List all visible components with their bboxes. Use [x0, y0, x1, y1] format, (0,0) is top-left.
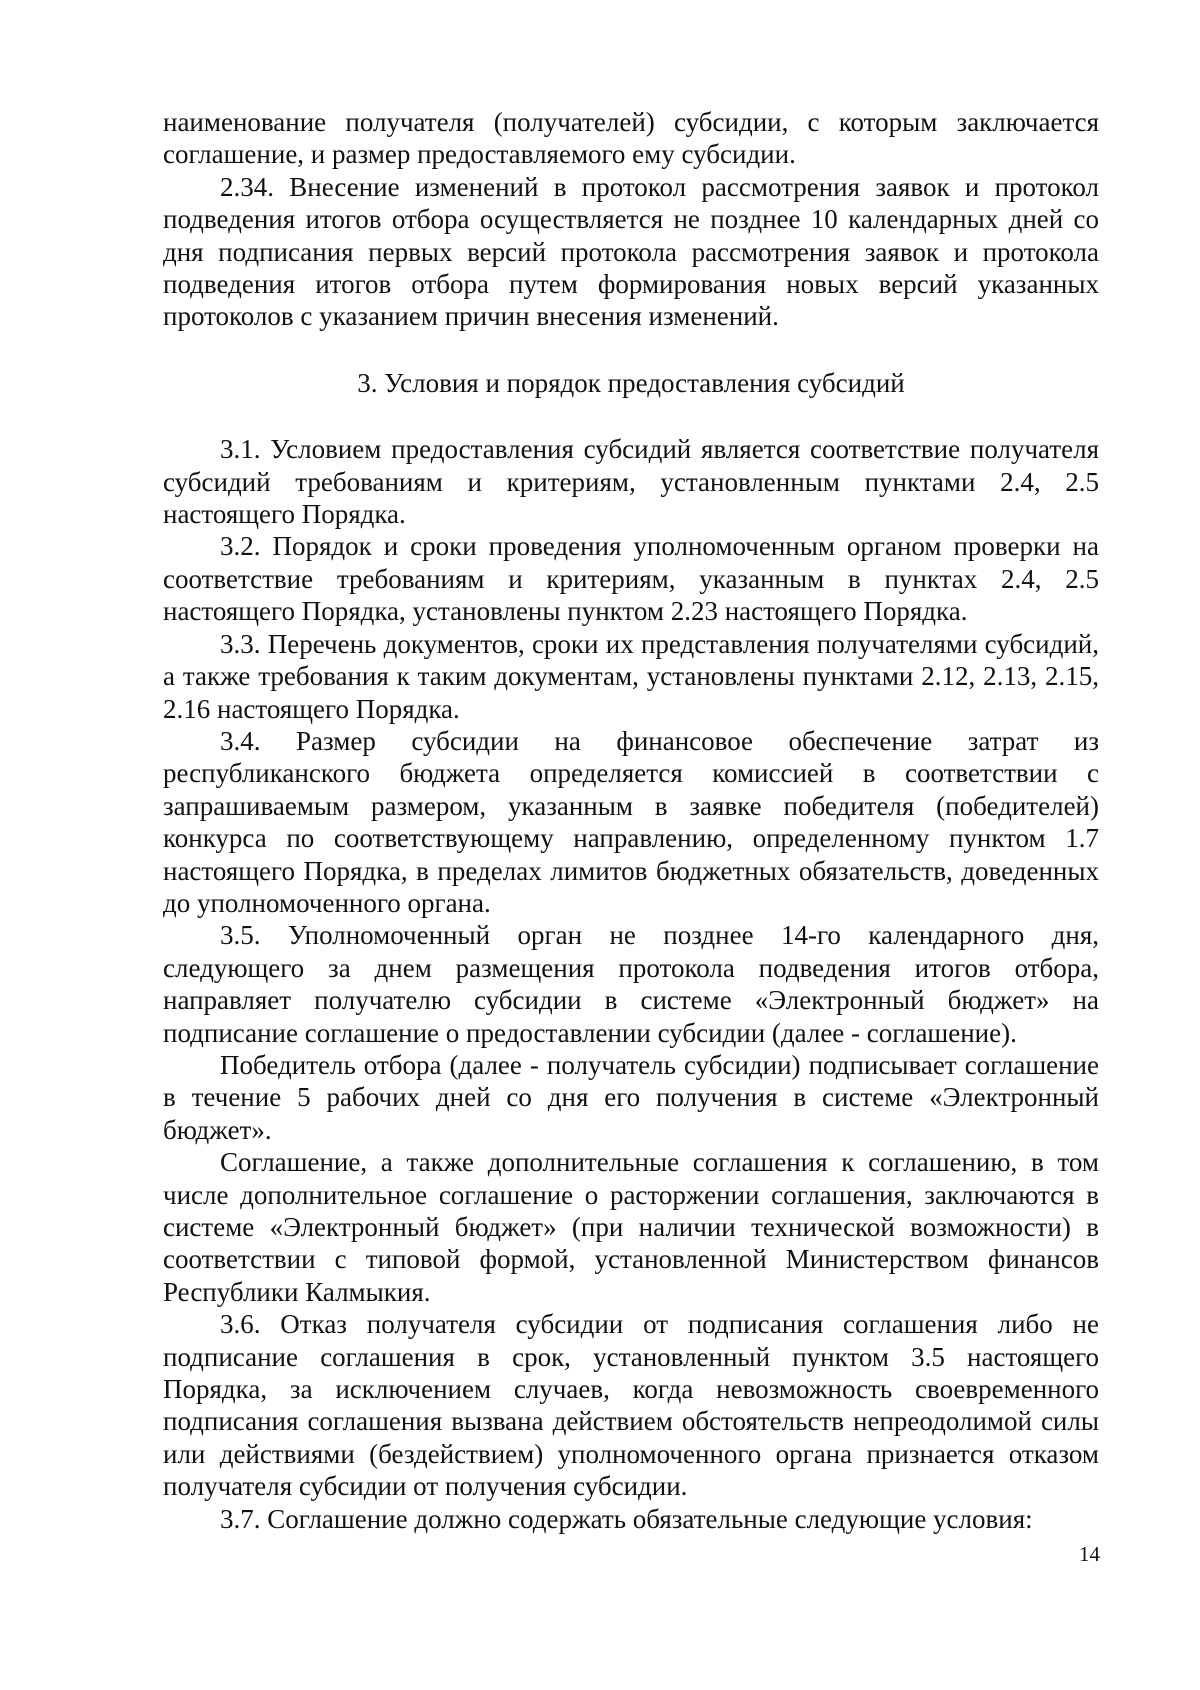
paragraph-3-6: 3.6. Отказ получателя субсидии от подписания соглашения либо не подписание соглашения в срок, установленный пунктом 3.5 настоящего Порядка, за исключением случаев, когда невозможность своевременного подписания соглашения вызвана действием обстоятельств непреодолимой силы или действиями (бездействием) уполномоченного органа признается отказом получателя субсидии от получения субсидии.: [163, 1309, 1099, 1502]
paragraph-continuation: наименование получателя (получателей) субсидии, с которым заключается соглашение, и размер предоставляемого ему субсидии.: [163, 107, 1099, 170]
paragraph-3-2: 3.2. Порядок и сроки проведения уполномоченным органом проверки на соответствие требованиям и критериям, указанным в пунктах 2.4, 2.5 настоящего Порядка, установлены пунктом 2.23 настоящего Порядка.: [163, 531, 1099, 627]
document-page: [163, 106, 1099, 1535]
page-number: 14: [1079, 1542, 1100, 1566]
paragraph-3-4: 3.4. Размер субсидии на финансовое обеспечение затрат из республиканского бюджета определяется комиссией в соответствии с запрашиваемым размером, указанным в заявке победителя (победителей) конкурса по соответствующему направлению, определенному пунктом 1.7 настоящего Порядка, в пределах лимитов бюджетных обязательств, доведенных до уполномоченного органа.: [163, 725, 1099, 918]
paragraph-3-7: 3.7. Соглашение должно содержать обязательные следующие условия:: [220, 1503, 1033, 1534]
paragraph-3-5: 3.5. Уполномоченный орган не позднее 14-го календарного дня, следующего за днем размещения протокола подведения итогов отбора, направляет получателю субсидии в системе «Электронный бюджет» на подписание соглашение о предоставлении субсидии (далее - соглашение).: [163, 920, 1099, 1048]
paragraph-3-3: 3.3. Перечень документов, сроки их представления получателями субсидий, а также требования к таким документам, установлены пунктами 2.12, 2.13, 2.15, 2.16 настоящего Порядка.: [163, 628, 1099, 724]
paragraph-3-1: 3.1. Условием предоставления субсидий является соответствие получателя субсидий требованиям и критериям, установленным пунктами 2.4, 2.5 настоящего Порядка.: [163, 434, 1099, 530]
paragraph-2-34: 2.34. Внесение изменений в протокол рассмотрения заявок и протокол подведения итогов отбора осуществляется не позднее 10 календарных дней со дня подписания первых версий протокола рассмотрения заявок и протокола подведения итогов отбора путем формирования новых версий указанных протоколов с указанием причин внесения изменений.: [163, 171, 1099, 332]
paragraph-3-5-winner: Победитель отбора (далее - получатель субсидии) подписывает соглашение в течение 5 рабочих дней со дня его получения в системе «Электронный бюджет».: [163, 1049, 1099, 1145]
paragraph-3-5-agreement: Соглашение, а также дополнительные соглашения к соглашению, в том числе дополнительное соглашение о расторжении соглашения, заключаются в системе «Электронный бюджет» (при наличии технической возможности) в соответствии с типовой формой, установленной Министерством финансов Республики Калмыкия.: [163, 1147, 1099, 1307]
section-heading: 3. Условия и порядок предоставления субсидий: [357, 367, 905, 398]
